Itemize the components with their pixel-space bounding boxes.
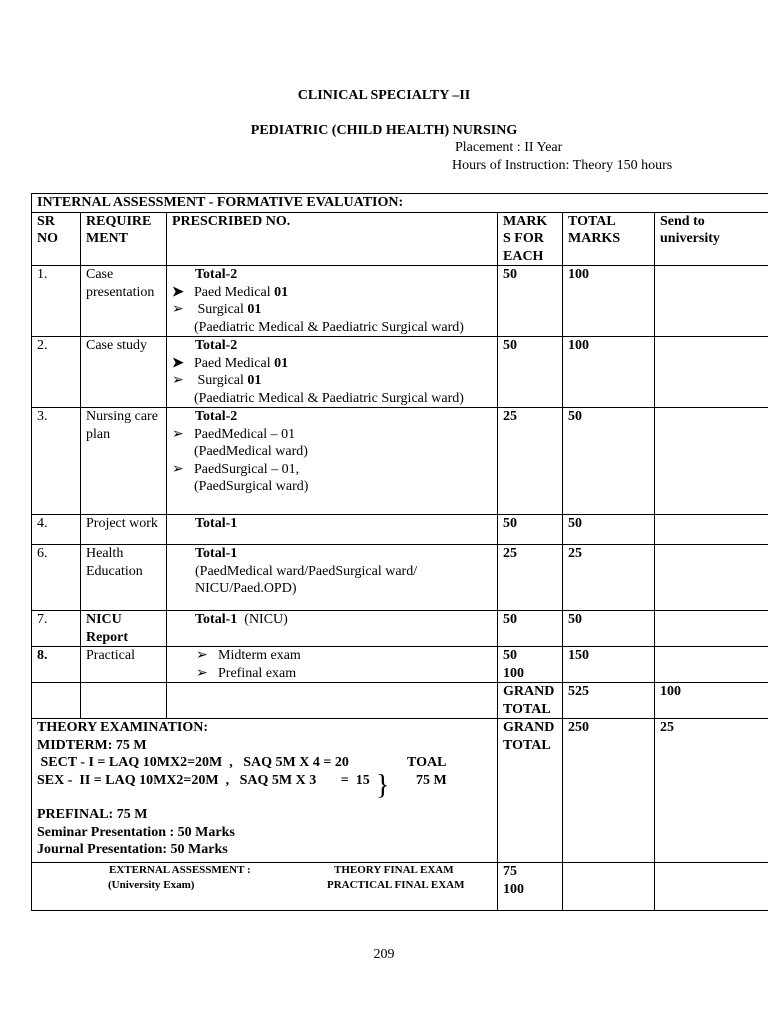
row-total: Total-2: [195, 409, 238, 424]
row-requirement: Health Education: [81, 545, 167, 611]
row-send: [655, 337, 768, 408]
row-requirement: Case presentation: [81, 266, 167, 337]
row-send: [655, 515, 768, 545]
practical-final-marks: 100: [503, 881, 524, 897]
theory-final-label: THEORY FINAL EXAM: [334, 864, 454, 876]
arrow-bullet-icon: ➢: [172, 302, 184, 317]
sect2-total: 75 M: [416, 772, 447, 788]
header-total-marks: TOTAL MARKS: [563, 212, 655, 266]
journal-text: Journal Presentation: 50 Marks: [37, 842, 228, 857]
external-sub: (University Exam): [108, 879, 195, 891]
row-requirement: Nursing care plan: [81, 408, 167, 515]
table-row: [32, 337, 768, 408]
row-prescribed: [167, 515, 498, 545]
item-count: 01: [274, 284, 289, 300]
row-marks-each: 25: [498, 545, 563, 611]
prefinal-text: PREFINAL: 75 M: [37, 807, 148, 822]
arrow-bullet-icon: ➢: [172, 373, 184, 388]
row-total: Total-2: [195, 267, 238, 282]
practical-final-label: PRACTICAL FINAL EXAM: [327, 879, 465, 891]
external-marks: [498, 863, 563, 911]
table-row: [32, 408, 768, 515]
item-note: (PaedMedical ward): [194, 444, 308, 459]
row-send: [655, 266, 768, 337]
section-title: INTERNAL ASSESSMENT - FORMATIVE EVALUATION:: [32, 194, 768, 213]
item-count: 01: [247, 302, 262, 317]
item-note: (PaedSurgical ward): [194, 479, 309, 494]
toal-text: TOAL: [407, 755, 447, 770]
marks-prefinal: 100: [503, 665, 524, 681]
grand-total-send: 100: [655, 683, 768, 719]
item-note: (Paediatric Medical & Paediatric Surgical ward): [194, 390, 464, 406]
theory-row: [32, 719, 768, 863]
row-marks-each: 50: [498, 515, 563, 545]
hours-text: Hours of Instruction: Theory 150 hours: [452, 158, 673, 173]
header-prescribed: PRESCRIBED NO.: [167, 212, 498, 266]
midterm-text: MIDTERM: 75 M: [37, 737, 147, 753]
header-requirement: REQUIRE MENT: [81, 212, 167, 266]
row-total-marks: 25: [563, 545, 655, 611]
row-total-marks: 100: [563, 266, 655, 337]
placement-text: Placement : II Year: [455, 140, 563, 155]
item-label: Surgical: [194, 373, 248, 388]
assessment-table-wrapper: [31, 193, 768, 911]
item-label: Paed Medical: [194, 284, 275, 300]
theory-grand-total-send: 25: [655, 719, 768, 863]
row-requirement: Project work: [81, 515, 167, 545]
brace-symbol: }: [376, 770, 390, 801]
item-note: (PaedMedical ward/PaedSurgical ward/ NICU/Paed.OPD): [195, 563, 418, 596]
row-prescribed: [167, 266, 498, 337]
arrow-bullet-icon: ➤: [172, 284, 184, 300]
item-label: Prefinal exam: [218, 665, 297, 681]
row-total-marks: 50: [563, 611, 655, 647]
grand-total-label: GRAND TOTAL: [498, 683, 563, 719]
table-row: [32, 647, 768, 683]
marks-midterm: 50: [503, 648, 517, 663]
row-total-marks: 150: [563, 647, 655, 683]
row-sr: 7.: [32, 611, 81, 647]
row-total-marks: 50: [563, 515, 655, 545]
assessment-table: [31, 193, 768, 911]
row-prescribed: [167, 647, 498, 683]
arrow-bullet-icon: ➢: [172, 426, 184, 442]
header-sr-no: SR NO: [32, 212, 81, 266]
theory-grand-total-value: 250: [563, 719, 655, 863]
page-number: 209: [373, 947, 395, 962]
empty-cell: [81, 683, 167, 719]
page-title: CLINICAL SPECIALTY –II: [297, 88, 471, 103]
external-block: [32, 863, 498, 911]
grand-total-row: [32, 683, 768, 719]
grand-total-value: 525: [563, 683, 655, 719]
empty-cell: [167, 683, 498, 719]
theory-block: [32, 719, 498, 863]
item-count: 01: [247, 373, 262, 388]
row-send: [655, 647, 768, 683]
arrow-bullet-icon: ➢: [196, 665, 208, 681]
table-row: [32, 266, 768, 337]
item-label: Paed Medical: [194, 355, 275, 371]
row-total: Total-1: [195, 546, 238, 561]
sect2-text: SEX - II = LAQ 10MX2=20M , SAQ 5M X 3 = 15: [37, 772, 370, 788]
empty-cell: [32, 683, 81, 719]
table-row: [32, 515, 768, 545]
row-sr: 8.: [32, 647, 81, 683]
item-note: (Paediatric Medical & Paediatric Surgical ward): [194, 319, 464, 335]
table-row: [32, 611, 768, 647]
empty-cell: [563, 863, 655, 911]
row-marks-each: [498, 647, 563, 683]
arrow-bullet-icon: ➢: [172, 461, 184, 477]
row-requirement: NICU Report: [81, 611, 167, 647]
arrow-bullet-icon: ➢: [196, 648, 208, 663]
row-sr: 6.: [32, 545, 81, 611]
theory-grand-total-label: GRAND TOTAL: [498, 719, 563, 863]
row-marks-each: 25: [498, 408, 563, 515]
item-label: Midterm exam: [218, 648, 301, 663]
row-requirement: Practical: [81, 647, 167, 683]
row-total-marks: 100: [563, 337, 655, 408]
row-sr: 4.: [32, 515, 81, 545]
row-total: Total-1: [195, 612, 238, 627]
header-marks-each: MARK S FOR EACH: [498, 212, 563, 266]
row-marks-each: 50: [498, 337, 563, 408]
row-prescribed: [167, 408, 498, 515]
row-total-note: (NICU): [237, 612, 288, 627]
row-total: Total-2: [195, 338, 238, 353]
row-sr: 3.: [32, 408, 81, 515]
row-requirement: Case study: [81, 337, 167, 408]
theory-final-marks: 75: [503, 864, 517, 879]
arrow-bullet-icon: ➤: [172, 355, 184, 371]
external-label: EXTERNAL ASSESSMENT :: [109, 864, 251, 876]
header-send: Send to university: [655, 212, 768, 266]
row-total: Total-1: [195, 516, 238, 531]
row-send: [655, 611, 768, 647]
item-label: PaedMedical – 01: [194, 426, 296, 442]
row-sr: 1.: [32, 266, 81, 337]
row-sr: 2.: [32, 337, 81, 408]
page-subtitle: PEDIATRIC (CHILD HEALTH) NURSING: [250, 123, 518, 138]
seminar-text: Seminar Presentation : 50 Marks: [37, 824, 235, 840]
item-count: 01: [274, 355, 289, 371]
row-marks-each: 50: [498, 266, 563, 337]
sect1-text: SECT - I = LAQ 10MX2=20M , SAQ 5M X 4 = 20: [37, 755, 349, 770]
row-prescribed: [167, 337, 498, 408]
external-row: [32, 863, 768, 911]
item-label: PaedSurgical – 01,: [194, 461, 300, 477]
table-row: [32, 545, 768, 611]
row-total-marks: 50: [563, 408, 655, 515]
row-send: [655, 408, 768, 515]
row-prescribed: [167, 545, 498, 611]
item-label: Surgical: [194, 302, 248, 317]
row-send: [655, 545, 768, 611]
row-marks-each: 50: [498, 611, 563, 647]
empty-cell: [655, 863, 768, 911]
row-prescribed: [167, 611, 498, 647]
theory-title: THEORY EXAMINATION:: [37, 720, 209, 735]
